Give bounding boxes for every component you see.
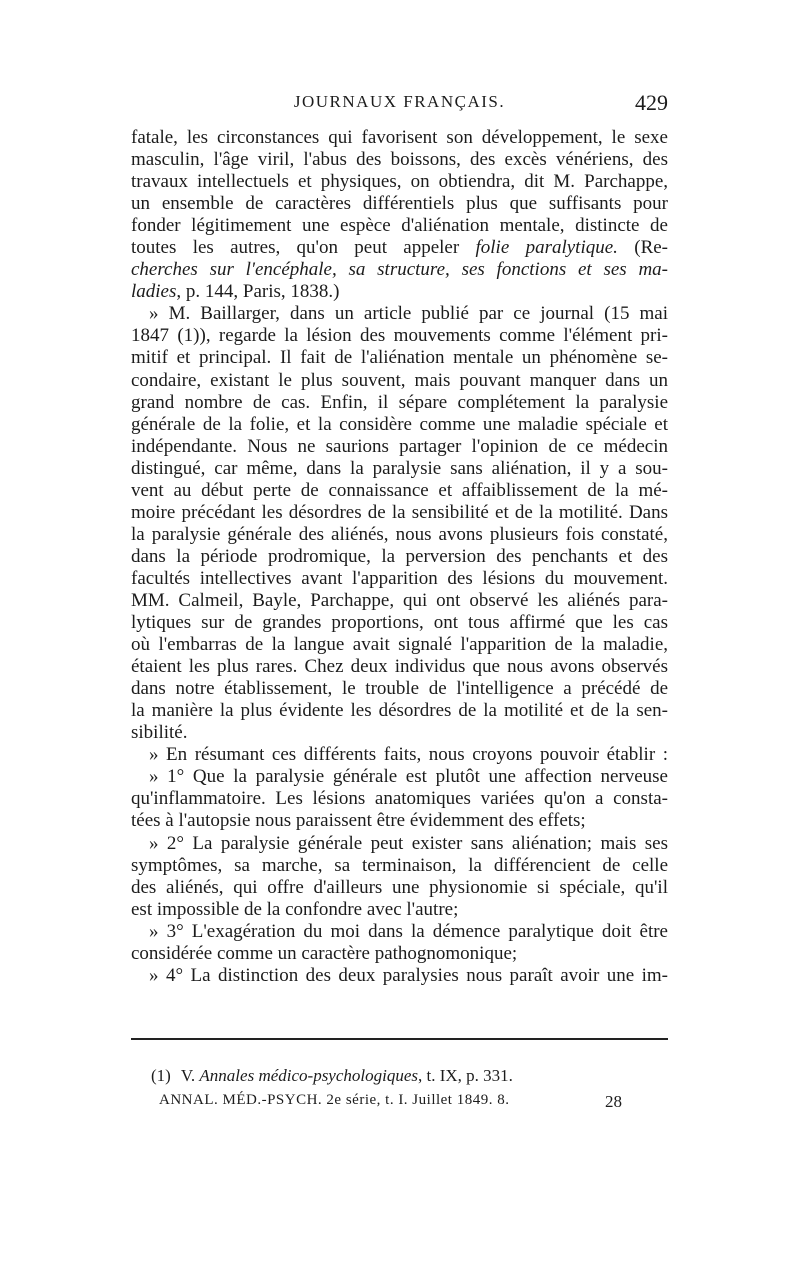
body-text [131, 127, 668, 987]
text-line: » En résumant ces différents faits, nous croyons pouvoir établir : [149, 744, 668, 766]
text-line: condaire, existant le plus souvent, mais pouvant manquer dans un [131, 369, 668, 391]
text-line: moire précédant les désordres de la sensibilité et de la motilité. Dans [131, 501, 668, 523]
text-line: lytiques sur de grandes proportions, ont tous affirmé que les cas [131, 612, 668, 634]
text-line: 1847 (1)), regarde la lésion des mouvements comme l'élément pri- [131, 325, 668, 347]
text-line: dans la période prodromique, la perversion des penchants et des [131, 545, 668, 567]
text-line: la manière la plus évidente les désordres de la motilité et de la sen- [131, 700, 668, 722]
text-line: » 1° Que la paralysie générale est plutôt une affection nerveuse [149, 766, 668, 788]
text-line: grand nombre de cas. Enfin, il sépare complétement la paralysie [131, 391, 668, 413]
running-title: JOURNAUX FRANÇAIS. [293, 92, 506, 111]
text-line: » M. Baillarger, dans un article publié par ce journal (15 mai [149, 303, 668, 325]
text-line: dans notre établissement, le trouble de l'intelligence a précédé de [131, 678, 668, 700]
text-line [131, 237, 668, 259]
running-head [131, 92, 668, 122]
text-line: sibilité. [131, 722, 188, 744]
text-segment: , p. 144, Paris, 1838.) [176, 281, 340, 303]
text-line: » 2° La paralysie générale peut exister sans aliénation; mais ses [149, 832, 668, 854]
text-line: fatale, les circonstances qui favorisent son développement, le sexe [131, 127, 668, 148]
italic-phrase: folie paralytique. [475, 237, 618, 259]
text-line: qu'inflammatoire. Les lésions anatomiques variées qu'on a consta- [131, 788, 668, 810]
text-line: travaux intellectuels et physiques, on obtiendra, dit M. Parchappe, [131, 171, 668, 193]
text-line: tées à l'autopsie nous paraissent être évidemment des effets; [131, 810, 586, 832]
text-line: » 3° L'exagération du moi dans la démence paralytique doit être [149, 920, 668, 942]
text-line: mitif et principal. Il fait de l'aliénation mentale un phénomène se- [131, 347, 668, 369]
text-line: symptômes, sa marche, sa terminaison, la différencient de celle [131, 854, 668, 876]
text-line: indépendante. Nous ne saurions partager l'opinion de ce médecin [131, 435, 668, 457]
text-line: distingué, car même, dans la paralysie sans aliénation, il y a sou- [131, 457, 668, 479]
text-line [131, 281, 668, 303]
italic-phrase: ladies [131, 281, 177, 303]
footnote-reference: , t. IX, p. 331. [418, 1066, 513, 1085]
text-segment: (Re- [617, 237, 669, 259]
signature-text: ANNAL. MÉD.-PSYCH. 2e série, t. I. Juillet 1849. 8. [159, 1092, 510, 1108]
footnote-divider [131, 1038, 668, 1040]
text-segment: toutes les autres, qu'on peut appeler [131, 237, 476, 259]
footnote [131, 1066, 668, 1086]
text-line: est impossible de la confondre avec l'autre; [131, 898, 459, 920]
text-line: considérée comme un caractère pathognomonique; [131, 942, 518, 964]
text-line: des aliénés, qui offre d'ailleurs une physionomie si spéciale, qu'il [131, 876, 668, 898]
sheet-number: 28 [605, 1092, 622, 1111]
text-line: où l'embarras de la langue avait signalé l'apparition de la maladie, [131, 634, 668, 656]
text-line: étaient les plus rares. Chez deux individus que nous avons observés [131, 656, 668, 678]
text-line: un ensemble de caractères différentiels plus que suffisants pour [131, 193, 668, 215]
footnote-marker: (1) [151, 1066, 171, 1085]
text-line: masculin, l'âge viril, l'abus des boissons, des excès vénériens, des [131, 149, 668, 171]
footnote-journal: Annales médico-psychologiques [199, 1066, 419, 1085]
text-line: » 4° La distinction des deux paralysies nous paraît avoir une im- [149, 964, 668, 986]
page-number: 429 [635, 90, 668, 115]
text-line: vent au début perte de connaissance et affaiblissement de la mé- [131, 479, 668, 501]
text-line: la paralysie générale des aliénés, nous avons plusieurs fois constaté, [131, 523, 668, 545]
printer-signature [131, 1092, 668, 1116]
text-line: facultés intellectives avant l'apparition des lésions du mouvement. [131, 567, 668, 589]
footnote-prefix: V. [180, 1066, 200, 1085]
text-line: MM. Calmeil, Bayle, Parchappe, qui ont observé les aliénés para- [131, 589, 668, 611]
text-line: fonder légitimement une espèce d'aliénation mentale, distincte de [131, 215, 668, 237]
text-line: générale de la folie, et la considère comme une maladie spéciale et [131, 413, 668, 435]
text-line: cherches sur l'encéphale, sa structure, ses fonctions et ses ma- [131, 259, 668, 281]
